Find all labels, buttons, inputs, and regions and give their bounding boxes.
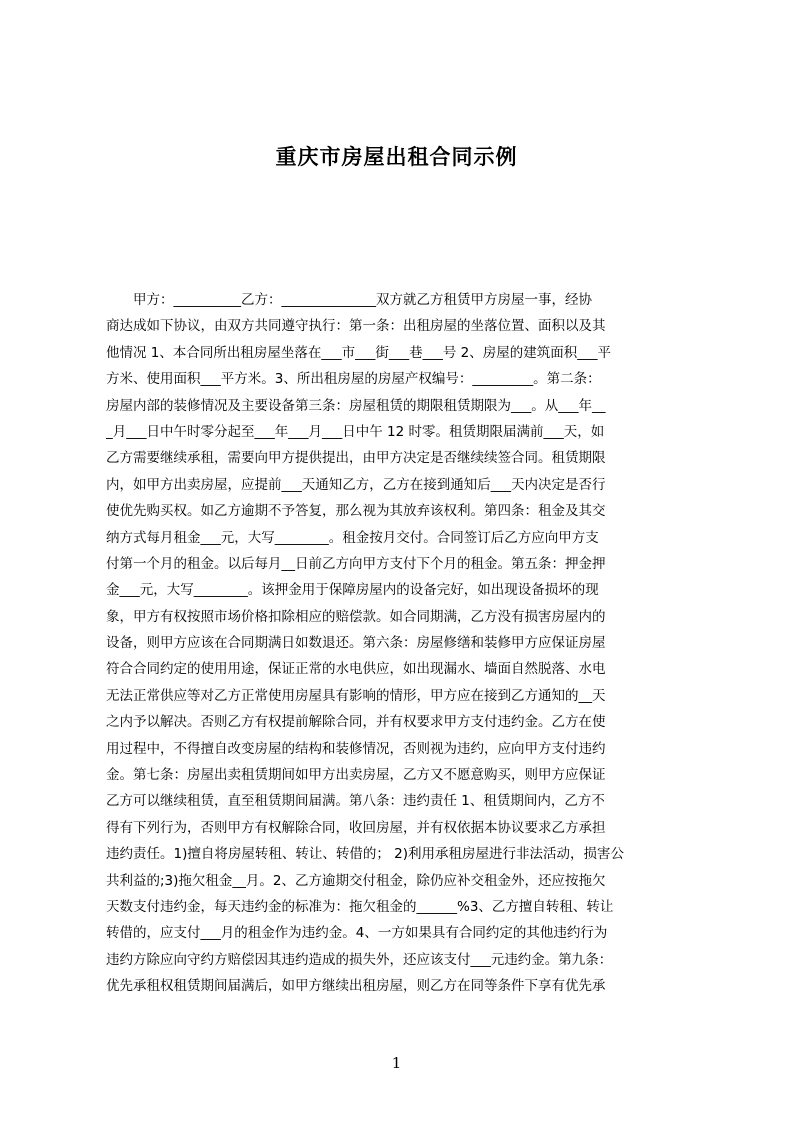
body-line: 内，如甲方出卖房屋，应提前___天通知乙方，乙方在接到通知后___天内决定是否行 — [106, 476, 606, 493]
body-line: 违约方除应向守约方赔偿因其违约造成的损失外，还应该支付___元违约金。第九条： — [106, 951, 613, 968]
body-line: 用过程中，不得擅自改变房屋的结构和装修情况，否则视为违约，应向甲方支付违约 — [106, 740, 606, 757]
body-line: 金___元，大写________。该押金用于保障房屋内的设备完好，如出现设备损坏的现 — [106, 582, 599, 599]
body-line: 优先承租权租赁期间届满后，如甲方继续出租房屋，则乙方在同等条件下享有优先承 — [106, 978, 606, 995]
body-line: 违约责任。1)擅自将房屋转租、转让、转借的； 2)利用承租房屋进行非法活动，损害公 — [106, 846, 625, 863]
body-line: 无法正常供应等对乙方正常使用房屋具有影响的情形，甲方应在接到乙方通知的__天 — [106, 687, 606, 704]
body-line: 象，甲方有权按照市场价格扣除相应的赔偿款。如合同期满，乙方没有损害房屋内的 — [106, 608, 606, 625]
body-line: 转借的，应支付___月的租金作为违约金。4、一方如果具有合同约定的其他违约行为 — [106, 925, 608, 942]
body-line: 乙方需要继续承租，需要向甲方提供提出，由甲方决定是否继续续签合同。租赁期限 — [106, 450, 606, 467]
contract-body — [106, 287, 698, 1000]
body-line: 甲方：__________乙方：______________双方就乙方租赁甲方房屋一事，经协 — [106, 292, 592, 308]
body-line: 之内予以解决。否则乙方有权提前解除合同，并有权要求甲方支付违约金。乙方在使 — [106, 714, 606, 731]
document-title: 重庆市房屋出租合同示例 — [275, 145, 518, 169]
body-line: 金。第七条：房屋出卖租赁期间如甲方出卖房屋，乙方又不愿意购买，则甲方应保证 — [106, 767, 606, 784]
body-line: 付第一个月的租金。以后每月__日前乙方向甲方支付下个月的租金。第五条：押金押 — [106, 555, 606, 572]
page-number: 1 — [391, 1054, 402, 1072]
body-line: 天数支付违约金，每天违约金的标准为：拖欠租金的______%3、乙方擅自转租、转让 — [106, 898, 614, 915]
body-line: 使优先购买权。如乙方逾期不予答复，那么视为其放弃该权利。第四条：租金及其交 — [106, 503, 606, 520]
body-line: _月___日中午时零分起至___年___月___日中午 12 时零。租赁期限届满前___天，如 — [106, 423, 605, 440]
body-line: 符合合同约定的使用用途，保证正常的水电供应，如出现漏水、墙面自然脱落、水电 — [106, 661, 606, 678]
body-line: 得有下列行为，否则甲方有权解除合同，收回房屋，并有权依据本协议要求乙方承担 — [106, 819, 606, 836]
body-line: 共利益的;3)拖欠租金__月。2、乙方逾期交付租金，除仍应补交租金外，还应按拖欠 — [106, 872, 606, 889]
body-line: 设备，则甲方应该在合同期满日如数退还。第六条：房屋修缮和装修甲方应保证房屋 — [106, 635, 606, 652]
body-line: 乙方可以继续租赁，直至租赁期间届满。第八条：违约责任 1、租赁期间内，乙方不 — [106, 793, 605, 810]
body-line: 房屋内部的装修情况及主要设备第三条：房屋租赁的期限租赁期限为___。从___年__ — [106, 397, 606, 414]
body-line: 商达成如下协议，由双方共同遵守执行：第一条：出租房屋的坐落位置、面积以及其 — [106, 318, 606, 335]
body-line: 纳方式每月租金___元，大写________。租金按月交付。合同签订后乙方应向甲方支 — [106, 529, 599, 546]
body-line: 方米、使用面积___平方米。3、所出租房屋的房屋产权编号：_________。第二条： — [106, 371, 601, 388]
body-line: 他情况 1、本合同所出租房屋坐落在___市___街___巷___号 2、房屋的建筑面积___平 — [106, 344, 612, 361]
